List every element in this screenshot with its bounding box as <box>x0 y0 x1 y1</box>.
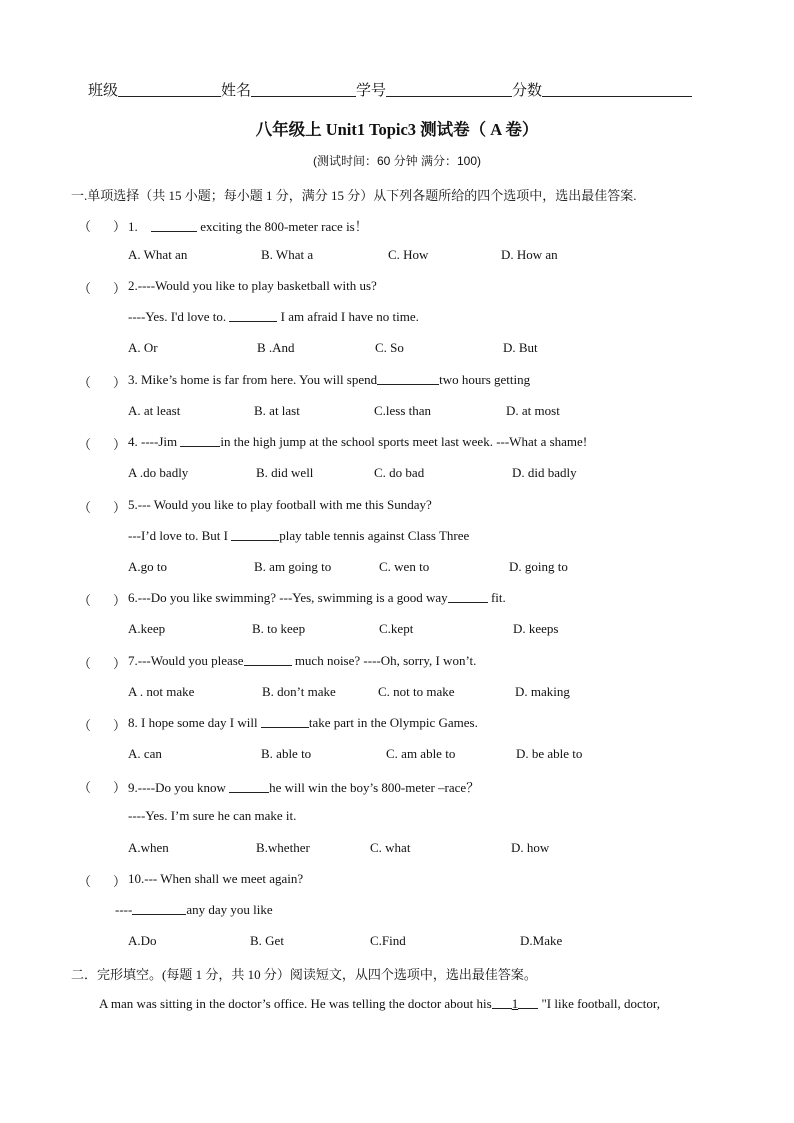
question-6-after: fit. <box>490 590 506 605</box>
passage-after: "I like football, doctor, <box>541 996 660 1011</box>
answer-paren-close: ） <box>113 780 127 795</box>
question-1-option-a[interactable]: A. What an <box>128 247 188 262</box>
question-10-stem: 10.--- When shall we meet again? <box>128 871 304 886</box>
question-7-stem <box>128 653 476 669</box>
question-2-line2-prefix: ----Yes. I'd love to. <box>128 309 227 324</box>
question-2-line2-after: I am afraid I have no time. <box>280 309 419 324</box>
question-10-line2-prefix: ---- <box>115 902 133 917</box>
question-10-option-a[interactable]: A.Do <box>128 933 157 948</box>
question-8-option-b[interactable]: B. able to <box>261 746 312 761</box>
question-9-option-c[interactable]: C. what <box>370 840 411 855</box>
question-9-stem <box>128 777 479 796</box>
question-7-after: much noise? ----Oh, sorry, I won’t. <box>294 653 477 668</box>
answer-paren-close: ） <box>113 500 127 515</box>
passage-blank-number: 1 <box>511 996 519 1011</box>
passage-blank-post[interactable] <box>518 996 538 1009</box>
page-subtitle: (测试时间：60 分钟 满分：100) <box>312 154 482 168</box>
question-1-option-c[interactable]: C. How <box>388 247 429 262</box>
answer-paren-close: ） <box>113 375 127 390</box>
question-4-stem <box>128 434 587 450</box>
question-1-prefix: 1. <box>128 219 138 234</box>
answer-paren-open: （ <box>78 593 92 608</box>
passage-blank-pre <box>492 996 512 1009</box>
question-5-line2-prefix: ---I’d love to. But I <box>128 528 229 543</box>
section2-heading: 二．完形填空。(每题 1 分，共 10 分）阅读短文，从四个选项中，选出最佳答案。 <box>71 967 537 982</box>
passage-line-1 <box>99 996 739 1012</box>
question-2-line2 <box>128 309 419 325</box>
question-6-option-b[interactable]: B. to keep <box>252 621 306 636</box>
answer-paren-close: ） <box>113 874 127 889</box>
question-5-stem: 5.--- Would you like to play football with me this Sunday? <box>128 497 432 512</box>
question-8-after: take part in the Olympic Games. <box>308 715 478 730</box>
question-9-option-b[interactable]: B.whether <box>256 840 310 855</box>
section1-heading: 一.单项选择（共 15 小题；每小题 1 分，满分 15 分）从下列各题所给的四个选项中，选出最佳答案. <box>71 188 637 203</box>
question-7-option-d[interactable]: D. making <box>515 684 570 699</box>
question-3-option-c[interactable]: C.less than <box>374 403 432 418</box>
question-3-option-d[interactable]: D. at most <box>506 403 560 418</box>
question-5-line2-after: play table tennis against Class Three <box>279 528 470 543</box>
question-5-option-b[interactable]: B. am going to <box>254 559 332 574</box>
question-7-option-a[interactable]: A . not make <box>128 684 195 699</box>
question-3-prefix: 3. Mike’s home is far from here. You will spend <box>128 372 378 387</box>
class-blank[interactable] <box>118 82 221 97</box>
name-blank[interactable] <box>251 82 356 97</box>
score-label: 分数 <box>512 83 543 99</box>
answer-paren-open: （ <box>78 874 92 889</box>
question-1-blank[interactable] <box>151 219 197 232</box>
question-9-line2: ----Yes. I’m sure he can make it. <box>128 808 297 823</box>
id-label: 学号 <box>356 83 387 99</box>
question-4-option-c[interactable]: C. do bad <box>374 465 425 480</box>
id-blank[interactable] <box>386 82 512 97</box>
answer-paren-open: （ <box>78 375 92 390</box>
question-3-option-b[interactable]: B. at last <box>254 403 300 418</box>
page-title: 八年级上 Unit1 Topic3 测试卷（ A 卷） <box>255 120 539 139</box>
question-8-option-a[interactable]: A. can <box>128 746 162 761</box>
name-label: 姓名 <box>221 83 252 99</box>
answer-paren-open: （ <box>78 718 92 733</box>
score-blank[interactable] <box>542 82 692 97</box>
question-3-option-a[interactable]: A. at least <box>128 403 181 418</box>
question-9-option-a[interactable]: A.when <box>128 840 169 855</box>
question-8-blank[interactable] <box>261 715 309 728</box>
question-6-option-d[interactable]: D. keeps <box>513 621 559 636</box>
question-7-blank[interactable] <box>244 653 292 666</box>
question-7-option-c[interactable]: C. not to make <box>378 684 455 699</box>
question-2-option-a[interactable]: A. Or <box>128 340 158 355</box>
question-6-prefix: 6.---Do you like swimming? ---Yes, swimming is a good way <box>128 590 448 605</box>
question-5-blank[interactable] <box>231 528 279 541</box>
question-10-option-d[interactable]: D.Make <box>520 933 563 948</box>
question-10-option-b[interactable]: B. Get <box>250 933 284 948</box>
question-8-option-c[interactable]: C. am able to <box>386 746 456 761</box>
question-6-option-a[interactable]: A.keep <box>128 621 166 636</box>
question-8-option-d[interactable]: D. be able to <box>516 746 583 761</box>
question-7-prefix: 7.---Would you please <box>128 653 244 668</box>
question-3-stem <box>128 372 530 388</box>
question-8-stem <box>128 715 478 731</box>
question-5-option-a[interactable]: A.go to <box>128 559 167 574</box>
answer-paren-close: ） <box>113 718 127 733</box>
question-5-line2 <box>128 528 469 544</box>
question-2-option-b[interactable]: B .And <box>257 340 295 355</box>
answer-paren-open: （ <box>78 281 92 296</box>
question-2-stem: 2.----Would you like to play basketball with us? <box>128 278 377 293</box>
question-4-option-b[interactable]: B. did well <box>256 465 314 480</box>
question-4-prefix: 4. ----Jim <box>128 434 178 449</box>
question-6-stem <box>128 590 506 606</box>
answer-paren-close: ） <box>113 437 127 452</box>
question-10-line2-after: any day you like <box>186 902 273 917</box>
answer-paren-close: ） <box>113 219 127 234</box>
question-4-option-a[interactable]: A .do badly <box>128 465 189 480</box>
question-10-blank[interactable] <box>132 902 186 915</box>
student-info-line <box>88 79 692 100</box>
answer-paren-close: ） <box>113 281 127 296</box>
question-10-line2 <box>115 902 273 918</box>
question-7-option-b[interactable]: B. don’t make <box>262 684 336 699</box>
question-8-prefix: 8. I hope some day I will <box>128 715 258 730</box>
question-2-option-c[interactable]: C. So <box>375 340 404 355</box>
answer-paren-open: （ <box>78 656 92 671</box>
answer-paren-open: （ <box>78 437 92 452</box>
question-1-stem <box>128 216 368 235</box>
question-1-option-d[interactable]: D. How an <box>501 247 558 262</box>
answer-paren-close: ） <box>113 593 127 608</box>
question-4-blank[interactable] <box>180 434 220 447</box>
question-3-after: two hours getting <box>439 372 531 387</box>
question-2-blank[interactable] <box>229 309 277 322</box>
question-6-blank[interactable] <box>448 590 488 603</box>
question-6-option-c[interactable]: C.kept <box>379 621 414 636</box>
answer-paren-open: （ <box>78 219 92 234</box>
question-4-after: in the high jump at the school sports meet last week. ---What a shame! <box>220 434 588 449</box>
question-1-after: exciting the 800-meter race is！ <box>200 219 368 234</box>
passage-before: A man was sitting in the doctor’s office. He was telling the doctor about his <box>99 996 492 1011</box>
question-9-after: he will win the boy’s 800-meter –race？ <box>269 780 480 795</box>
answer-paren-close: ） <box>113 656 127 671</box>
question-3-blank[interactable] <box>377 372 439 385</box>
question-1-option-b[interactable]: B. What a <box>261 247 314 262</box>
answer-paren-open: （ <box>78 500 92 515</box>
class-label: 班级 <box>88 83 119 99</box>
question-2-option-d[interactable]: D. But <box>503 340 538 355</box>
question-4-option-d[interactable]: D. did badly <box>512 465 577 480</box>
question-9-prefix: 9.----Do you know <box>128 780 226 795</box>
question-5-option-d[interactable]: D. going to <box>509 559 568 574</box>
question-9-option-d[interactable]: D. how <box>511 840 550 855</box>
question-10-option-c[interactable]: C.Find <box>370 933 406 948</box>
question-9-blank[interactable] <box>229 780 269 793</box>
answer-paren-open: （ <box>78 780 92 795</box>
question-5-option-c[interactable]: C. wen to <box>379 559 430 574</box>
